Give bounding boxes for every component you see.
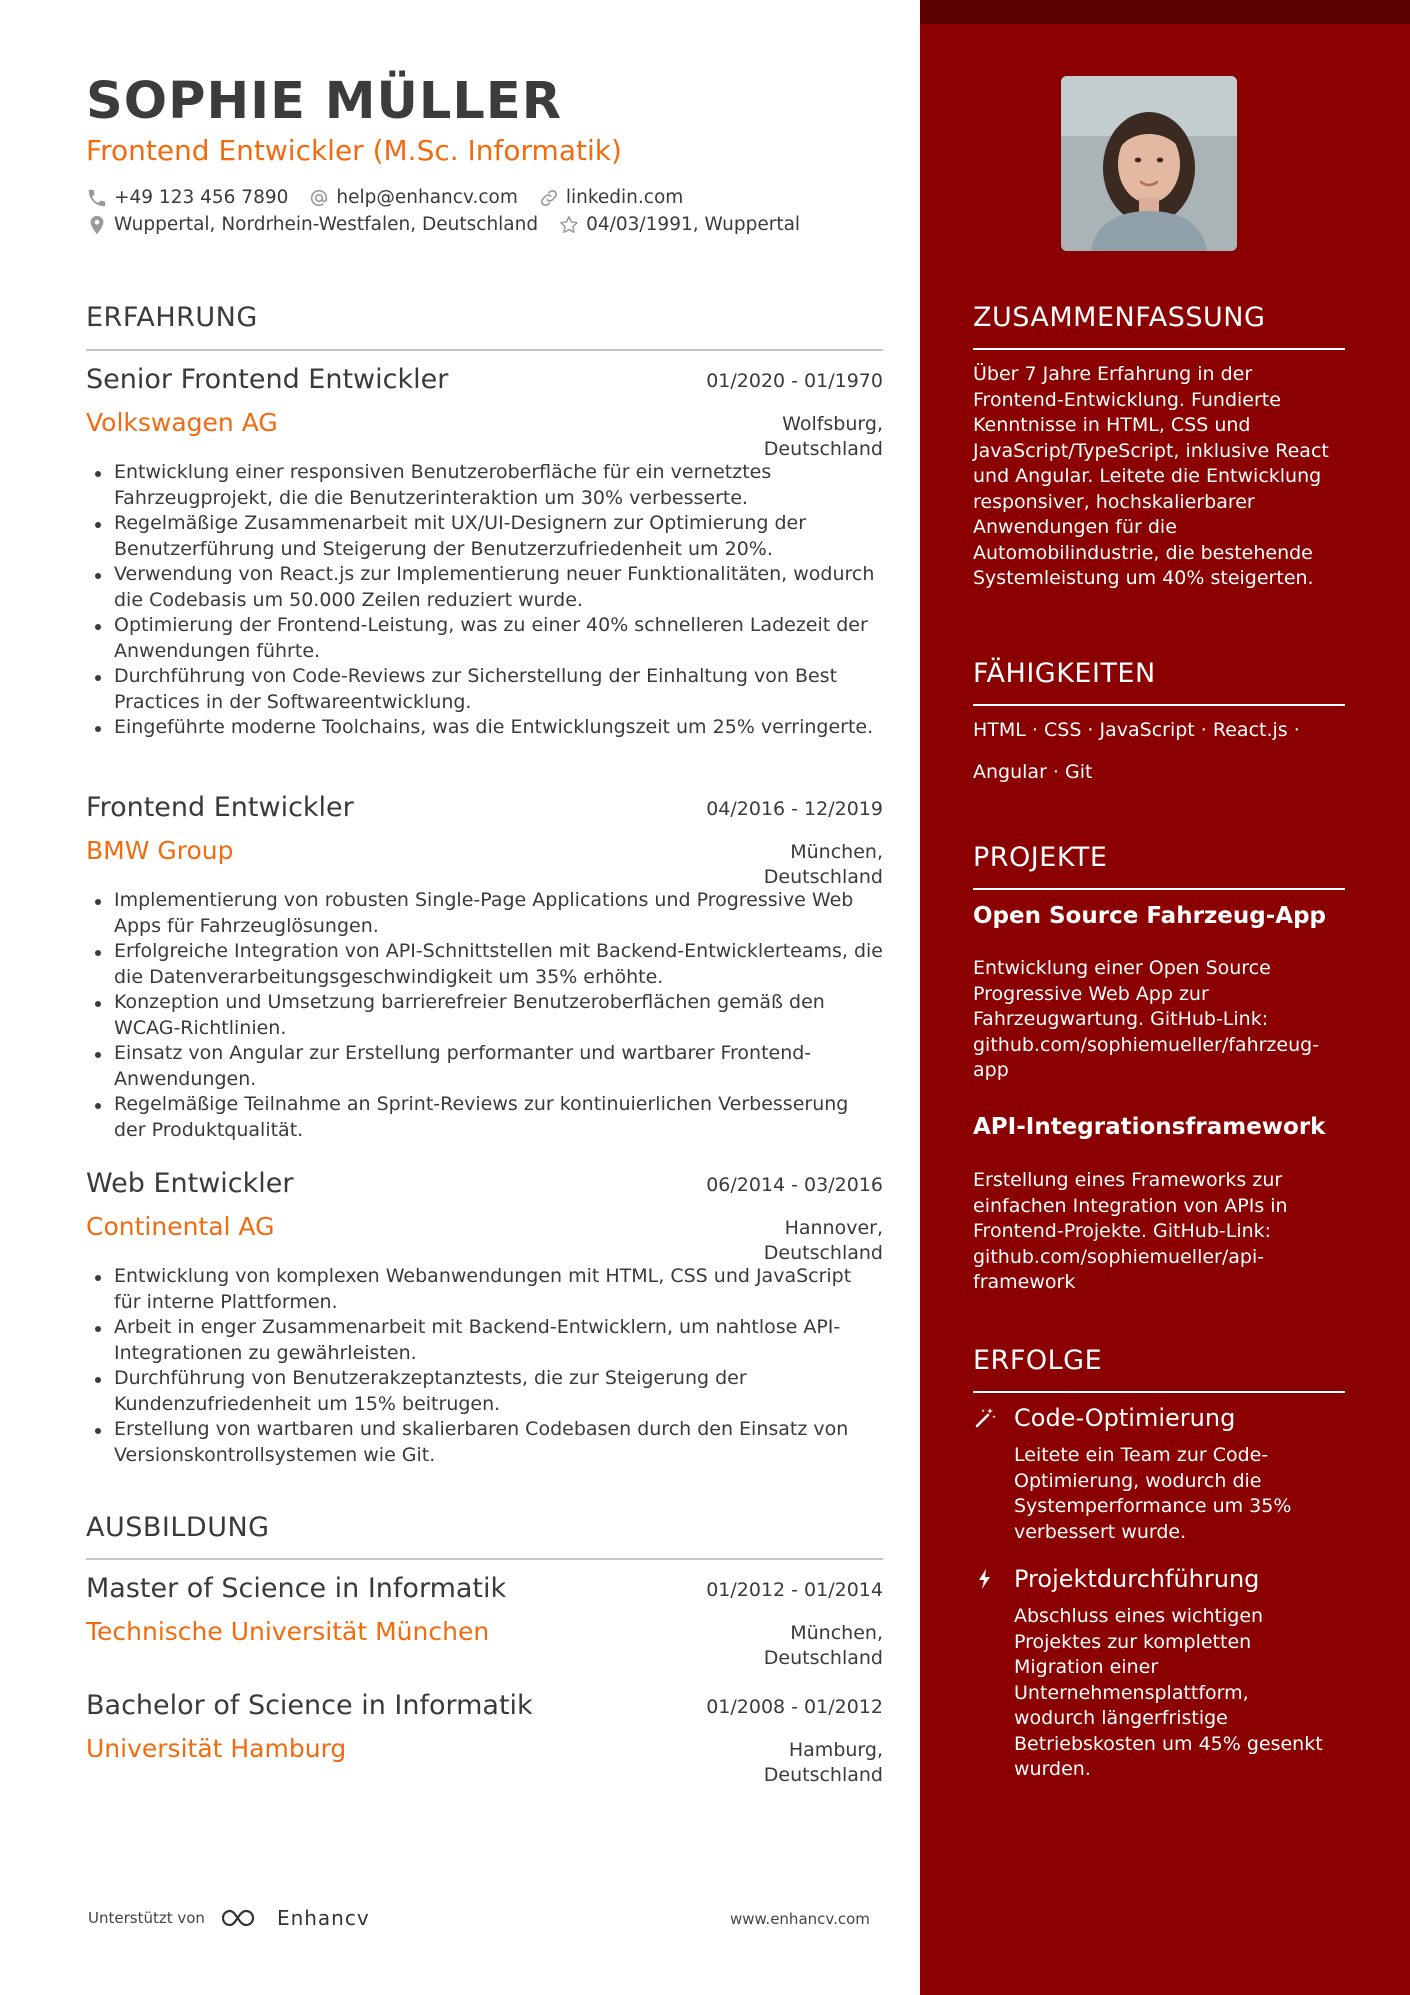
linkedin-text: linkedin.com (565, 187, 684, 208)
job-company: BMW Group (86, 836, 234, 865)
achievement-title: Code-Optimierung (1014, 1404, 1236, 1432)
bullet-item: Erfolgreiche Integration von API-Schnittstellen mit Backend-Entwicklerteams, die die Datenverarbeitungsgeschwindigkeit um 35% erhöhte. (114, 939, 883, 990)
job-date: 04/2016 - 12/2019 (706, 798, 883, 820)
job-location: Wolfsburg, Deutschland (763, 413, 883, 460)
achievement-description: Leitete ein Team zur Code-Optimierung, wodurch die Systemperformance um 35% verbessert wurde. (1014, 1444, 1292, 1543)
phone-text: +49 123 456 7890 (114, 187, 289, 208)
enhancv-brand: Enhancv (276, 1906, 370, 1930)
education-degree: Bachelor of Science in Informatik (86, 1690, 533, 1721)
projects-divider (973, 888, 1345, 890)
job-bullets (86, 888, 883, 1143)
skill-tag: CSS (1044, 719, 1082, 741)
bullet-item: Arbeit in enger Zusammenarbeit mit Backend-Entwicklern, um nahtlose API-Integrationen zu gewährleisten. (114, 1315, 883, 1366)
achievement-description: Abschluss eines wichtigen Projektes zur kompletten Migration einer Unternehmensplattform, wodurch längerfristige Betriebskosten um 45% gesenkt wurden. (1014, 1605, 1323, 1780)
candidate-name: SOPHIE MÜLLER (86, 72, 562, 131)
education-school: Technische Universität München (86, 1617, 490, 1646)
bullet-item: Implementierung von robusten Single-Page Applications und Progressive Web Apps für Fahrzeuglösungen. (114, 888, 883, 939)
portrait-image (1061, 76, 1237, 251)
sidebar-top-bar (920, 0, 1410, 24)
education-entry (86, 1573, 883, 1669)
summary-section-title: ZUSAMMENFASSUNG (973, 302, 1266, 333)
bullet-item: Optimierung der Frontend-Leistung, was zu einer 40% schnelleren Ladezeit der Anwendungen führte. (114, 613, 883, 664)
job-role: Senior Frontend Entwickler (86, 364, 449, 395)
location-contact (86, 214, 538, 236)
linkedin-contact[interactable] (538, 187, 683, 209)
education-section-title: AUSBILDUNG (86, 1512, 270, 1543)
skills-divider (973, 704, 1345, 706)
project-description: Entwicklung einer Open Source Progressive Web App zur Fahrzeugwartung. GitHub-Link: github.com/sophiemueller/fahrzeug-app (973, 957, 1320, 1081)
job-entry (86, 1168, 883, 1468)
profile-photo (1061, 76, 1237, 251)
skill-tag: React.js (1212, 719, 1288, 741)
bullet-item: Konzeption und Umsetzung barrierefreier Benutzeroberflächen gemäß den WCAG-Richtlinien. (114, 990, 883, 1041)
education-divider (86, 1558, 883, 1560)
projects-section-title: PROJEKTE (973, 842, 1108, 873)
star-icon (558, 214, 580, 236)
website-link[interactable]: www.enhancv.com (730, 1910, 870, 1928)
job-location: Hannover, Deutschland (763, 1217, 883, 1264)
experience-divider (86, 349, 883, 351)
job-entry (86, 792, 883, 1143)
bullet-item: Entwicklung von komplexen Webanwendungen mit HTML, CSS und JavaScript für interne Plattformen. (114, 1264, 883, 1315)
education-entry (86, 1690, 883, 1786)
job-bullets (86, 1264, 883, 1468)
skill-tag: JavaScript (1099, 719, 1195, 741)
lightning-bolt-icon (973, 1567, 997, 1591)
education-location: Hamburg, Deutschland (763, 1739, 883, 1786)
candidate-title: Frontend Entwickler (M.Sc. Informatik) (86, 134, 622, 167)
birth-text: 04/03/1991, Wuppertal (586, 214, 801, 235)
job-role: Web Entwickler (86, 1168, 294, 1199)
job-location: München, Deutschland (763, 841, 883, 888)
email-text: help@enhancv.com (336, 187, 518, 208)
project-title: API-Integrationsframework (973, 1114, 1326, 1140)
powered-by (88, 1906, 370, 1930)
job-date: 06/2014 - 03/2016 (706, 1174, 883, 1196)
job-company: Continental AG (86, 1212, 275, 1241)
job-company: Volkswagen AG (86, 408, 278, 437)
job-entry (86, 364, 883, 741)
skill-tag: Angular (973, 761, 1047, 783)
phone-contact[interactable] (86, 187, 288, 209)
achievement-title: Projektdurchführung (1014, 1565, 1260, 1593)
education-degree: Master of Science in Informatik (86, 1573, 507, 1604)
bullet-item: Erstellung von wartbaren und skalierbaren Codebasen durch den Einsatz von Versionskontrollsystemen wie Git. (114, 1417, 883, 1468)
bullet-item: Durchführung von Benutzerakzeptanztests, die zur Steigerung der Kundenzufriedenheit um 15% beitrugen. (114, 1366, 883, 1417)
job-bullets (86, 460, 883, 741)
sidebar (920, 0, 1410, 1995)
location-pin-icon (86, 214, 108, 236)
powered-by-label: Unterstützt von (88, 1909, 205, 1927)
at-icon (308, 187, 330, 209)
summary-text: Über 7 Jahre Erfahrung in der Frontend-Entwicklung. Fundierte Kenntnisse in HTML, CSS und JavaScript/TypeScript, inklusive React und Angular. Leitete die Entwicklung responsiver, hochskalierbarer Anwendungen für die Automobilindustrie, die bestehende Systemleistung um 40% steigerten. (973, 363, 1329, 589)
skill-tag: Git (1065, 761, 1093, 783)
education-date: 01/2012 - 01/2014 (706, 1579, 883, 1601)
job-role: Frontend Entwickler (86, 792, 354, 823)
achievements-divider (973, 1391, 1345, 1393)
skill-tag: HTML (973, 719, 1026, 741)
job-date: 01/2020 - 01/1970 (706, 370, 883, 392)
achievements-section-title: ERFOLGE (973, 1345, 1103, 1376)
link-icon (538, 187, 560, 209)
bullet-item: Regelmäßige Teilnahme an Sprint-Reviews zur kontinuierlichen Verbesserung der Produktqualität. (114, 1092, 883, 1143)
contact-info (86, 184, 800, 238)
experience-section-title: ERFAHRUNG (86, 302, 258, 333)
bullet-item: Entwicklung einer responsiven Benutzeroberfläche für ein vernetztes Fahrzeugprojekt, die die Benutzerinteraktion um 30% verbesserte. (114, 460, 883, 511)
bullet-item: Verwendung von React.js zur Implementierung neuer Funktionalitäten, wodurch die Codebasis um 50.000 Zeilen reduziert wurde. (114, 562, 883, 613)
bullet-item: Durchführung von Code-Reviews zur Sicherstellung der Einhaltung von Best Practices in der Softwareentwicklung. (114, 664, 883, 715)
magic-wand-icon (973, 1406, 997, 1430)
bullet-item: Einsatz von Angular zur Erstellung performanter und wartbarer Frontend-Anwendungen. (114, 1041, 883, 1092)
education-school: Universität Hamburg (86, 1734, 347, 1763)
bullet-item: Eingeführte moderne Toolchains, was die Entwicklungszeit um 25% verringerte. (114, 715, 883, 741)
phone-icon (86, 187, 108, 209)
location-text: Wuppertal, Nordrhein-Westfalen, Deutschland (114, 214, 539, 235)
skills-list: HTML · CSS · JavaScript · React.js · Angular · Git (973, 719, 1300, 783)
project-description: Erstellung eines Frameworks zur einfachen Integration von APIs in Frontend-Projekte. GitHub-Link: github.com/sophiemueller/api-framework (973, 1169, 1288, 1293)
project-title: Open Source Fahrzeug-App (973, 903, 1327, 929)
education-date: 01/2008 - 01/2012 (706, 1696, 883, 1718)
birth-contact (558, 214, 800, 236)
education-location: München, Deutschland (763, 1622, 883, 1669)
summary-divider (973, 348, 1345, 350)
skills-section-title: FÄHIGKEITEN (973, 658, 1156, 689)
email-contact[interactable] (308, 187, 517, 209)
enhancv-logo-icon (217, 1906, 265, 1930)
bullet-item: Regelmäßige Zusammenarbeit mit UX/UI-Designern zur Optimierung der Benutzerführung und Steigerung der Benutzerzufriedenheit um 20%. (114, 511, 883, 562)
